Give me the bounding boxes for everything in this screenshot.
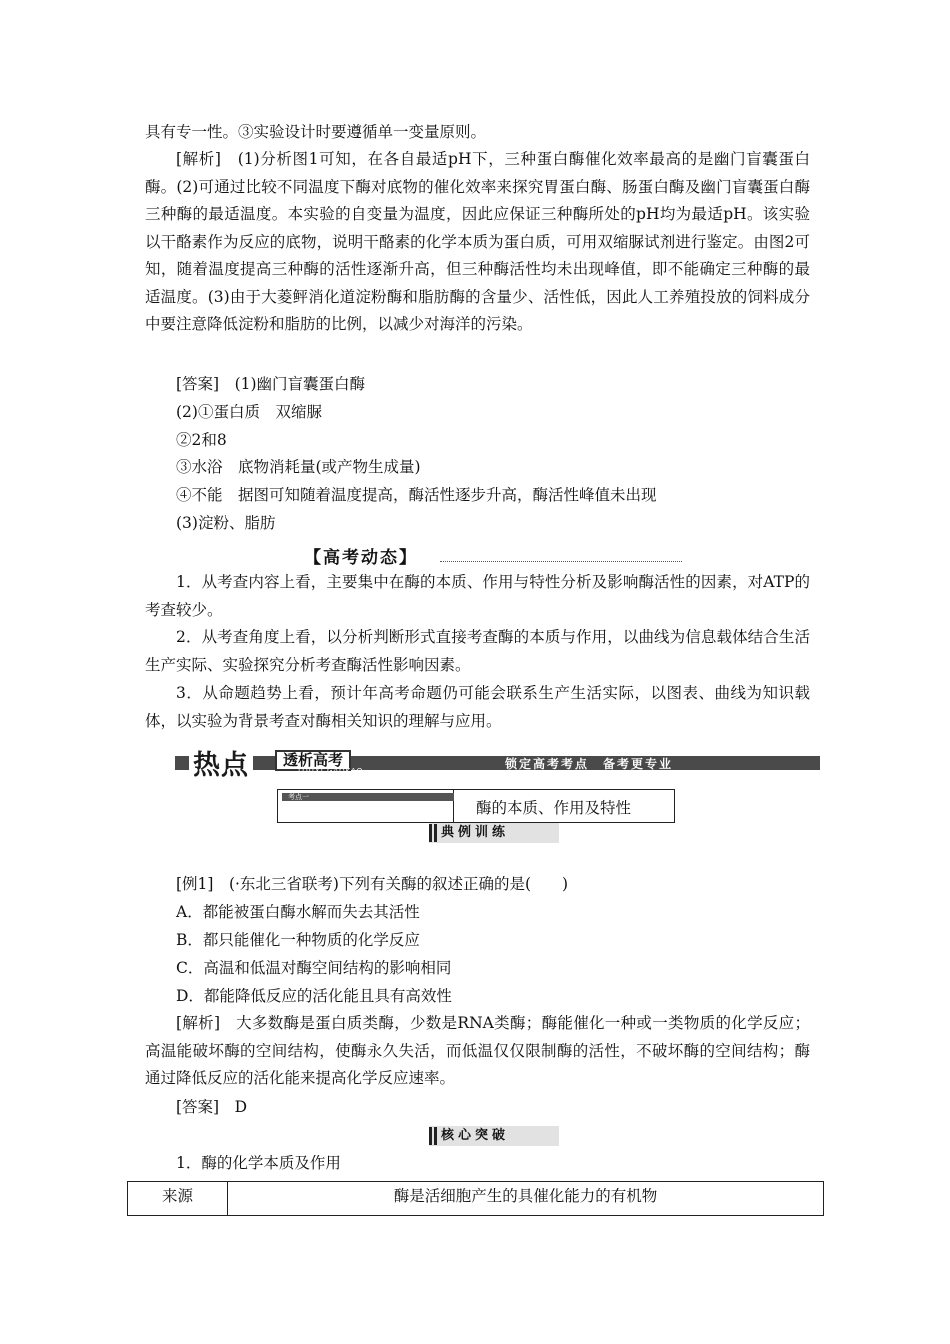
example-analysis: [解析] 大多数酶是蛋白质类酶，少数是RNA类酶；酶能催化一种或一类物质的化学反应；高温能破坏酶的空间结构，使酶永久失活，而低温仅仅限制酶的活性，不破坏酶的空间结构；酶通过降低反应的活化能来提高化学反应速率。 [145,1014,810,1087]
core-item-1: 1．酶的化学本质及作用 [176,1154,341,1172]
hotspot-banner-bar [175,756,820,770]
hotspot-subtitle: 透析高考 [275,750,351,771]
section-tag-core: 核心突破 [429,1126,559,1146]
trend-item-2: 2．从考查角度上看，以分析判断形式直接考查酶的本质与作用，以曲线为信息载体结合生活生产实际、实验探究分析考查酶活性影响因素。 [145,628,810,674]
table-label-cell: 来源 [128,1182,228,1216]
answer-line-3: ②2和8 [176,431,227,449]
hotspot-title: 热点 [189,743,253,782]
gaokao-dongtai-title: 【高考动态】 [304,548,418,568]
table-row [128,1182,824,1216]
example-option-d: D．都能降低反应的活化能且具有高效性 [176,987,452,1005]
topic-header-box [277,789,675,823]
gaokao-dongtai-banner [300,541,682,567]
trend-item-3: 3．从命题趋势上看，预计年高考命题仍可能会联系生产生活实际，以图表、曲线为知识载体，以实验为背景考查对酶相关知识的理解与应用。 [145,684,810,730]
example-option-c: C．高温和低温对酶空间结构的影响相同 [176,959,452,977]
banner-dotted-rule [440,561,682,562]
top-line: 具有专一性。③实验设计时要遵循单一变量原则。 [145,123,487,141]
trend-item-1: 1．从考查内容上看，主要集中在酶的本质、作用与特性分析及影响酶活性的因素，对ATP的考查较少。 [145,573,810,619]
section-tag-example: 典例训练 [429,823,559,843]
example-option-a: A．都能被蛋白酶水解而失去其活性 [176,903,420,921]
hotspot-banner [175,745,820,781]
enzyme-table [127,1181,824,1216]
example-option-b: B．都只能催化一种物质的化学反应 [176,931,420,949]
answer-line-2: (2)①蛋白质 双缩脲 [176,403,322,421]
example-stem: [例1] (·东北三省联考)下列有关酶的叙述正确的是( ) [176,875,569,893]
answer-line-5: ④不能 据图可知随着温度提高，酶活性逐步升高，酶活性峰值未出现 [176,486,657,504]
analysis-paragraph-1: [解析] (1)分析图1可知，在各自最适pH下，三种蛋白酶催化效率最高的是幽门盲囊蛋白酶。(2)可通过比较不同温度下酶对底物的催化效率来探究胃蛋白酶、肠蛋白酶及幽门盲囊蛋白酶三种酶的最适温度。本实验的自变量为温度，因此应保证三种酶所处的pH均为最适pH。该实验以干酪素作为反应的底物，说明干酪素的化学本质为蛋白质，可用双缩脲试剂进行鉴定。由图2可知，随着温度提高三种酶的活性逐渐升高，但三种酶活性均未出现峰值，即不能确定三种酶的最适温度。(3)由于大菱鲆消化道淀粉酶和脂肪酶的含量少、活性低，因此人工养殖投放的饲料成分中要注意降低淀粉和脂肪的比例，以减少对海洋的污染。 [145,150,810,333]
example-answer: [答案] D [176,1098,248,1116]
topic-tag-cell [278,790,454,822]
answer-line-1: [答案] (1)幽门盲囊蛋白酶 [176,375,366,393]
answer-line-4: ③水浴 底物消耗量(或产物生成量) [176,458,421,476]
topic-title: 酶的本质、作用及特性 [476,799,632,817]
table-value-cell: 酶是活细胞产生的具催化能力的有机物 [228,1182,824,1216]
hotspot-pinyin: TOUXI GAOKAO [297,767,364,775]
topic-tag: 考点一 [282,793,454,801]
answer-line-6: (3)淀粉、脂肪 [176,514,276,532]
hotspot-slogan: 锁定高考考点 备考更专业 [505,757,674,771]
